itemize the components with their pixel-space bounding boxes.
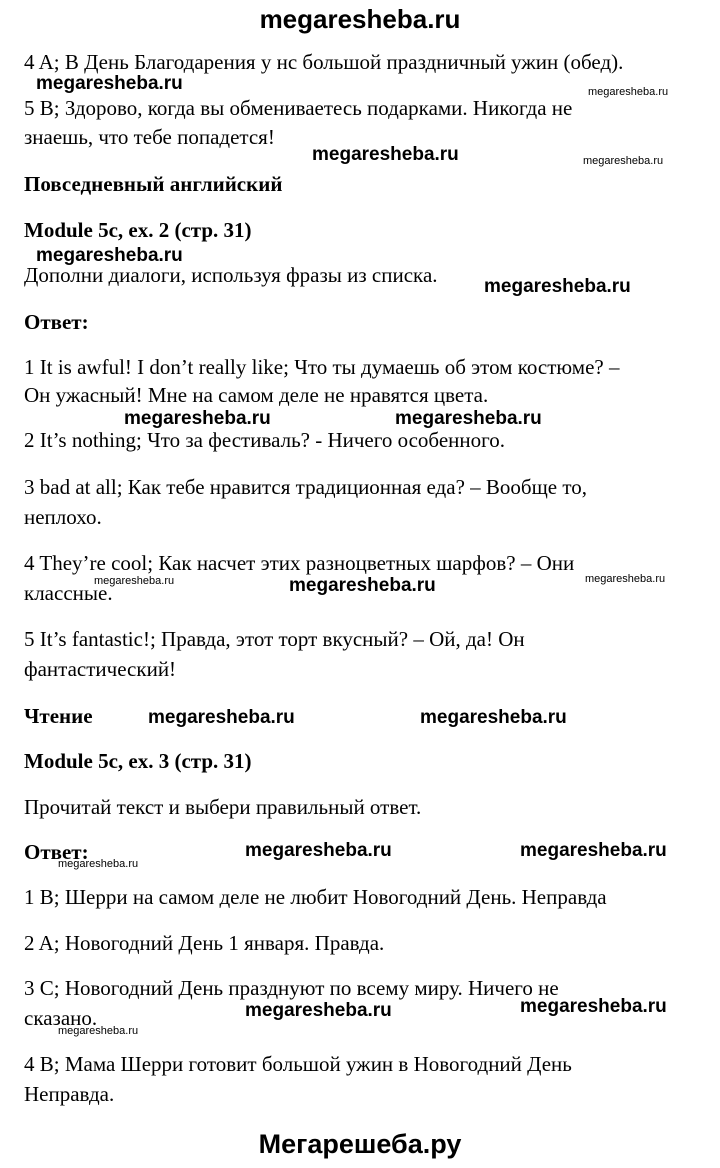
watermark-small: megaresheba.ru [58, 1025, 139, 1037]
watermark-small: megaresheba.ru [588, 86, 669, 98]
answer-line: 1 It is awful! I don’t really like; Что ты думаешь об этом костюме? – [24, 355, 620, 379]
answer-line: 4 B; Мама Шерри готовит большой ужин в Новогодний День [24, 1052, 572, 1076]
answer-line: сказано. [24, 1006, 98, 1030]
task-ex3: Прочитай текст и выбери правильный ответ. [24, 795, 422, 819]
watermark: megaresheba.ru [420, 707, 567, 728]
watermark-small: megaresheba.ru [585, 573, 666, 585]
section-heading-everyday-english: Повседневный английский [24, 172, 283, 196]
watermark: megaresheba.ru [484, 276, 631, 297]
answer-line: 2 A; Новогодний День 1 января. Правда. [24, 931, 385, 955]
watermark: megaresheba.ru [124, 408, 271, 429]
module-5c-ex3-title: Module 5c, ex. 3 (стр. 31) [24, 749, 252, 773]
watermark-small: megaresheba.ru [58, 858, 139, 870]
watermark: megaresheba.ru [36, 245, 183, 266]
answer-line: неплохо. [24, 505, 102, 529]
watermark-small: megaresheba.ru [94, 575, 175, 587]
watermark: megaresheba.ru [36, 73, 183, 94]
answer-line: 3 C; Новогодний День празднуют по всему миру. Ничего не [24, 976, 559, 1000]
watermark: megaresheba.ru [289, 575, 436, 596]
intro-item-5-line2: знаешь, что тебе попадется! [24, 125, 275, 149]
answer-line: 4 They’re cool; Как насчет этих разноцветных шарфов? – Они [24, 551, 575, 575]
intro-item-4: 4 A; В День Благодарения у нс большой праздничный ужин (обед). [24, 50, 624, 74]
answer-line: Неправда. [24, 1082, 115, 1106]
watermark: megaresheba.ru [520, 996, 667, 1017]
answer-line: фантастический! [24, 657, 177, 681]
answer-line: 5 It’s fantastic!; Правда, этот торт вкусный? – Ой, да! Он [24, 627, 525, 651]
task-ex2: Дополни диалоги, используя фразы из списка. [24, 263, 438, 287]
page-header-site: megaresheba.ru [259, 4, 461, 34]
answer-line: Он ужасный! Мне на самом деле не нравятся цвета. [24, 383, 489, 407]
answer-label-ex3: Ответ: [24, 840, 89, 864]
module-5c-ex2-title: Module 5c, ex. 2 (стр. 31) [24, 218, 252, 242]
answer-line: классные. [24, 581, 113, 605]
page-footer-site: Мегарешеба.ру [258, 1129, 462, 1159]
watermark: megaresheba.ru [395, 408, 542, 429]
section-heading-reading: Чтение [24, 704, 93, 728]
answer-label-ex2: Ответ: [24, 310, 89, 334]
answer-line: 3 bad at all; Как тебе нравится традиционная еда? – Вообще то, [24, 475, 587, 499]
intro-item-5-line1: 5 B; Здорово, когда вы обмениваетесь подарками. Никогда не [24, 96, 573, 120]
answer-line: 1 B; Шерри на самом деле не любит Новогодний День. Неправда [24, 885, 607, 909]
watermark: megaresheba.ru [148, 707, 295, 728]
answer-line: 2 It’s nothing; Что за фестиваль? - Ничего особенного. [24, 428, 505, 452]
watermark: megaresheba.ru [520, 840, 667, 861]
watermark: megaresheba.ru [312, 144, 459, 165]
watermark-small: megaresheba.ru [583, 155, 664, 167]
watermark: megaresheba.ru [245, 840, 392, 861]
watermark: megaresheba.ru [245, 1000, 392, 1021]
